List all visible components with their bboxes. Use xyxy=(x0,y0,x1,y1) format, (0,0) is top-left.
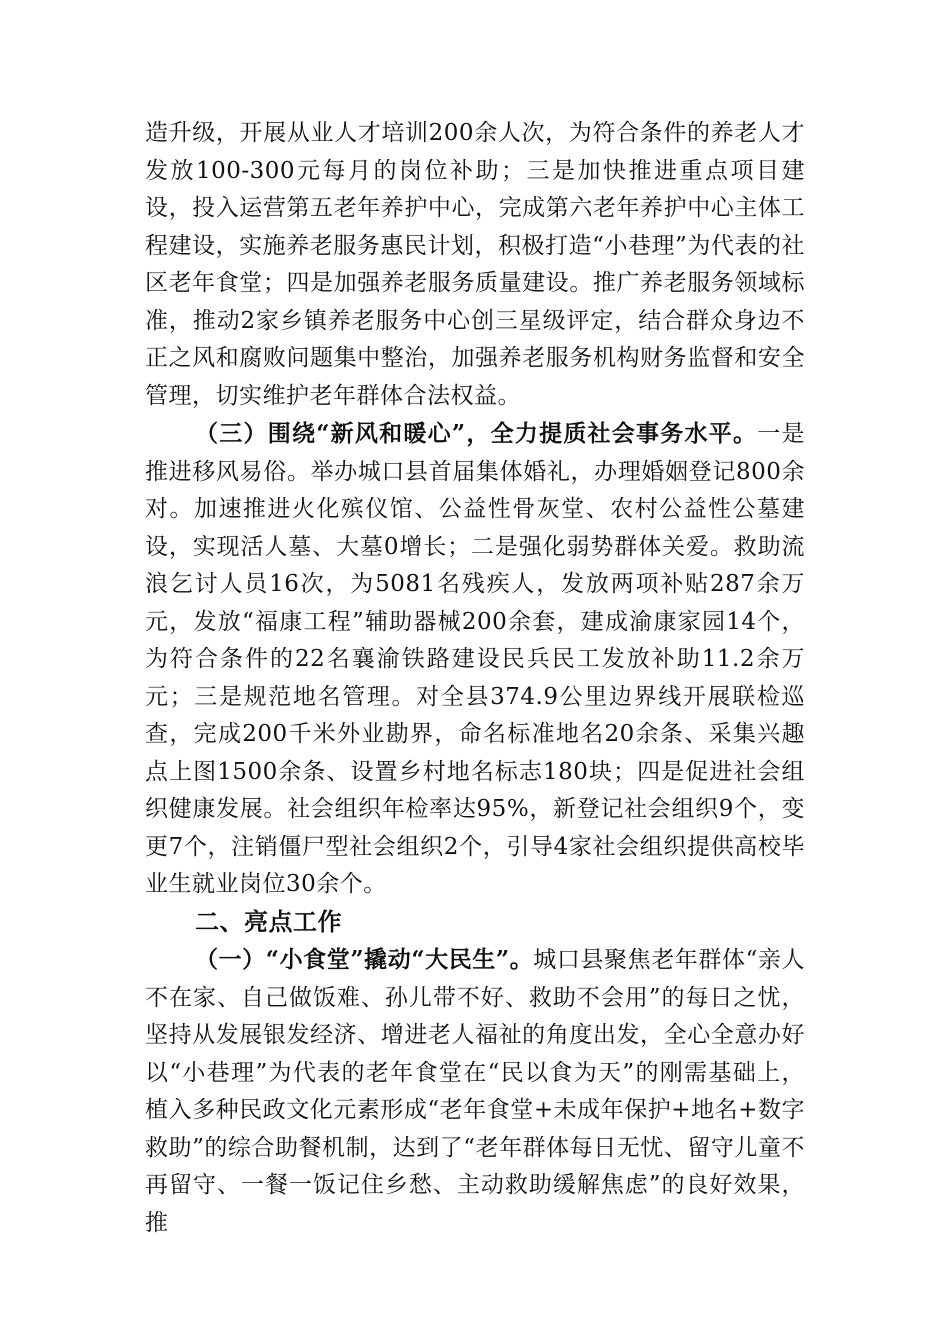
small-canteen-body: 城口县聚焦老年群体“亲人不在家、自己做饭难、孙儿带不好、救助不会用”的每日之忧，坚持从发展银发经济、增进老人福祉的角度出发，全心全意办好以“小巷理”为代表的老年食堂在“民以食为天”的刚需基础上，植入多种民政文化元素形成“老年食堂+未成年保护+地名+数字救助”的综合助餐机制，达到了“老年群体每日无忧、留守儿童不再留守、一餐一饭记住乡愁、主动救助缓解焦虑”的良好效果，推 xyxy=(145,947,805,1236)
paragraph-elderly-care-continued: 造升级，开展从业人才培训200余人次，为符合条件的养老人才发放100-300元每月的岗位补助；三是加快推进重点项目建设，投入运营第五老年养护中心，完成第六老年养护中心主体工程建设，实施养老服务惠民计划，积极打造“小巷理”为代表的社区老年食堂；四是加强养老服务质量建设。推广养老服务领域标准，推动2家乡镇养老服务中心创三星级评定，结合群众身边不正之风和腐败问题集中整治，加强养老服务机构财务监督和安全管理，切实维护老年群体合法权益。 xyxy=(145,120,805,409)
small-canteen-heading: （一）“小食堂”撬动“大民生”。 xyxy=(195,946,534,973)
document-page xyxy=(145,115,805,1242)
social-affairs-heading: （三）围绕“新风和暖心”，全力提质社会事务水平。 xyxy=(195,420,758,447)
paragraph-small-canteen xyxy=(145,941,805,1242)
social-affairs-body: 一是推进移风易俗。举办城口县首届集体婚礼，办理婚姻登记800余对。加速推进火化殡仪馆、公益性骨灰堂、农村公益性公墓建设，实现活人墓、大墓0增长；二是强化弱势群体关爱。救助流浪乞讨人员16次，为5081名残疾人，发放两项补贴287余万元，发放“福康工程”辅助器械200余套，建成渝康家园14个，为符合条件的22名襄渝铁路建设民兵民工发放补助11.2余万元；三是规范地名管理。对全县374.9公里边界线开展联检巡查，完成200千米外业勘界，命名标准地名20余条、采集兴趣点上图1500余条、设置乡村地名标志180块；四是促进社会组织健康发展。社会组织年检率达95%，新登记社会组织9个，变更7个，注销僵尸型社会组织2个，引导4家社会组织提供高校毕业生就业岗位30余个。 xyxy=(145,421,805,897)
highlights-section-heading: 二、亮点工作 xyxy=(195,907,342,936)
paragraph-social-affairs xyxy=(145,415,805,904)
